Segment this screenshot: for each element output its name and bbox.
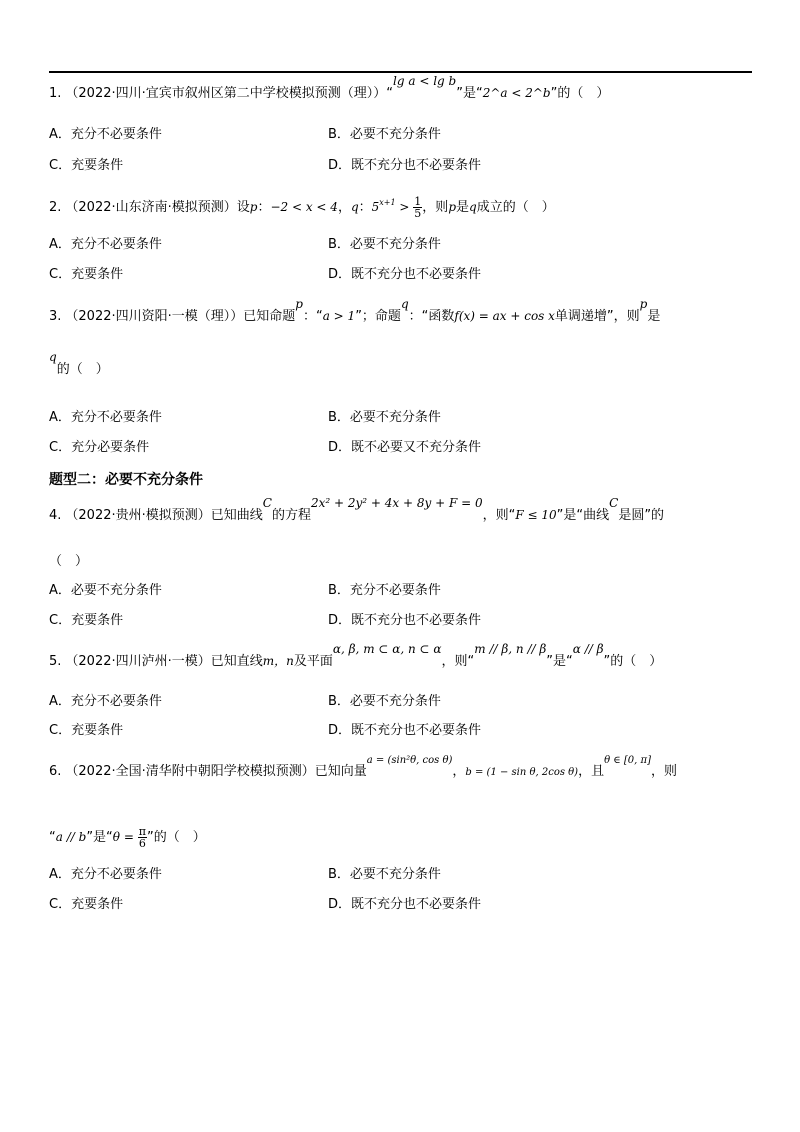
question-4-source: （2022·贵州·模拟预测）已知曲线 [65, 508, 263, 523]
question-5-option-c[interactable]: C．充要条件 [49, 723, 124, 738]
question-4-option-a[interactable]: A．必要不充分条件 [49, 583, 162, 598]
question-5-condition-1: m // β, n // β [474, 642, 547, 656]
question-3-condition-p: a > 1 [322, 309, 356, 323]
question-1-condition-1: lg a < lg b [393, 74, 457, 88]
question-1: 1. （2022·四川·宜宾市叙州区第二中学校模拟预测（理））“lg a < lg b”是“2^a < 2^b”的（ ） [49, 74, 610, 101]
question-5-planes: α, β, m ⊂ α, n ⊂ α [332, 642, 442, 656]
question-3-function: f(x) = ax + cos x [454, 309, 555, 323]
question-4-option-d[interactable]: D．既不充分也不必要条件 [328, 613, 482, 628]
question-5: 5. （2022·四川泸州·一模）已知直线m，n及平面α, β, m ⊂ α, n ⊂ α，则“m // β, n // β”是“α // β”的（ ） [49, 642, 663, 669]
question-4-paren: （ ） [49, 554, 89, 569]
question-1-option-c[interactable]: C．充要条件 [49, 158, 124, 173]
question-5-option-a[interactable]: A．充分不必要条件 [49, 694, 162, 709]
question-6-option-c[interactable]: C．充要条件 [49, 897, 124, 912]
question-4-option-b[interactable]: B．充分不必要条件 [328, 583, 441, 598]
question-6-vector-b: b = (1 − sin θ, 2cos θ) [465, 767, 579, 778]
question-1-option-b[interactable]: B．必要不充分条件 [328, 127, 441, 142]
question-4: 4. （2022·贵州·模拟预测）已知曲线C的方程2x² + 2y² + 4x + 8y + F = 0，则“F ≤ 10”是“曲线C是圆”的 [49, 496, 665, 523]
question-2-option-b[interactable]: B．必要不充分条件 [328, 237, 441, 252]
question-6-vector-a: a = (sin²θ, cos θ) [366, 755, 453, 766]
question-1-option-a[interactable]: A．充分不必要条件 [49, 127, 162, 142]
question-3-option-b[interactable]: B．必要不充分条件 [328, 410, 441, 425]
question-4-option-c[interactable]: C．充要条件 [49, 613, 124, 628]
question-6-continued: “a // b”是“θ = $\frac{\pi}{6}$ ”的（ ） [49, 825, 206, 850]
question-4-condition: F ≤ 10 [515, 508, 557, 522]
question-2-condition-p: −2 < x < 4 [270, 200, 338, 214]
question-5-condition-2: α // β [572, 642, 604, 656]
question-2-option-d[interactable]: D．既不充分也不必要条件 [328, 267, 482, 282]
question-6-fraction: $\frac{\pi}{6}$ [138, 825, 146, 850]
question-5-source: （2022·四川泸州·一模）已知直线 [65, 654, 263, 669]
question-5-option-b[interactable]: B．必要不充分条件 [328, 694, 441, 709]
question-6-range: θ ∈ [0, π] [604, 755, 651, 766]
question-2-source: （2022·山东济南·模拟预测）设 [65, 200, 250, 215]
question-6: 6. （2022·全国·清华附中朝阳学校模拟预测）已知向量$^{a = (sin^2\theta, cos \theta)}$，b = (1 − sin θ, 2cos θ)，且$^{\theta \in [0, \pi]}$，则 [49, 755, 677, 779]
question-3-option-c[interactable]: C．充分必要条件 [49, 440, 150, 455]
question-1-source: （2022·四川·宜宾市叙州区第二中学校模拟预测（理）） [65, 86, 387, 101]
section-heading: 题型二：必要不充分条件 [49, 472, 203, 488]
question-6-option-d[interactable]: D．既不充分也不必要条件 [328, 897, 482, 912]
question-3-source: （2022·四川资阳·一模（理））已知命题 [65, 309, 296, 324]
question-2-option-a[interactable]: A．充分不必要条件 [49, 237, 162, 252]
question-2-fraction: $\frac{1}{5}$ [414, 195, 422, 220]
question-4-equation: 2x² + 2y² + 4x + 8y + F = 0 [310, 496, 483, 510]
header-rule [49, 71, 752, 73]
question-3-continued: q的（ ） [49, 350, 109, 377]
question-6-condition-1: a // b [55, 830, 87, 844]
question-2-option-c[interactable]: C．充要条件 [49, 267, 124, 282]
question-1-option-d[interactable]: D．既不充分也不必要条件 [328, 158, 482, 173]
question-2-condition-q: $5^{x+1}$ > [371, 198, 414, 214]
question-3-option-a[interactable]: A．充分不必要条件 [49, 410, 162, 425]
question-3-option-d[interactable]: D．既不必要又不充分条件 [328, 440, 482, 455]
question-6-option-b[interactable]: B．必要不充分条件 [328, 867, 441, 882]
question-2: 2. （2022·山东济南·模拟预测）设p：−2 < x < 4，q：$5^{x+1}$ > $\frac{1}{5}$ ，则p是q成立的（ ） [49, 195, 555, 220]
question-6-source: （2022·全国·清华附中朝阳学校模拟预测）已知向量 [65, 764, 367, 779]
question-1-condition-2: 2^a < 2^b [482, 86, 551, 100]
question-5-option-d[interactable]: D．既不充分也不必要条件 [328, 723, 482, 738]
question-3: 3. （2022·四川资阳·一模（理））已知命题p：“a > 1”；命题q：“函数f(x) = ax + cos x单调递增”，则p是 [49, 297, 661, 324]
question-6-option-a[interactable]: A．充分不必要条件 [49, 867, 162, 882]
